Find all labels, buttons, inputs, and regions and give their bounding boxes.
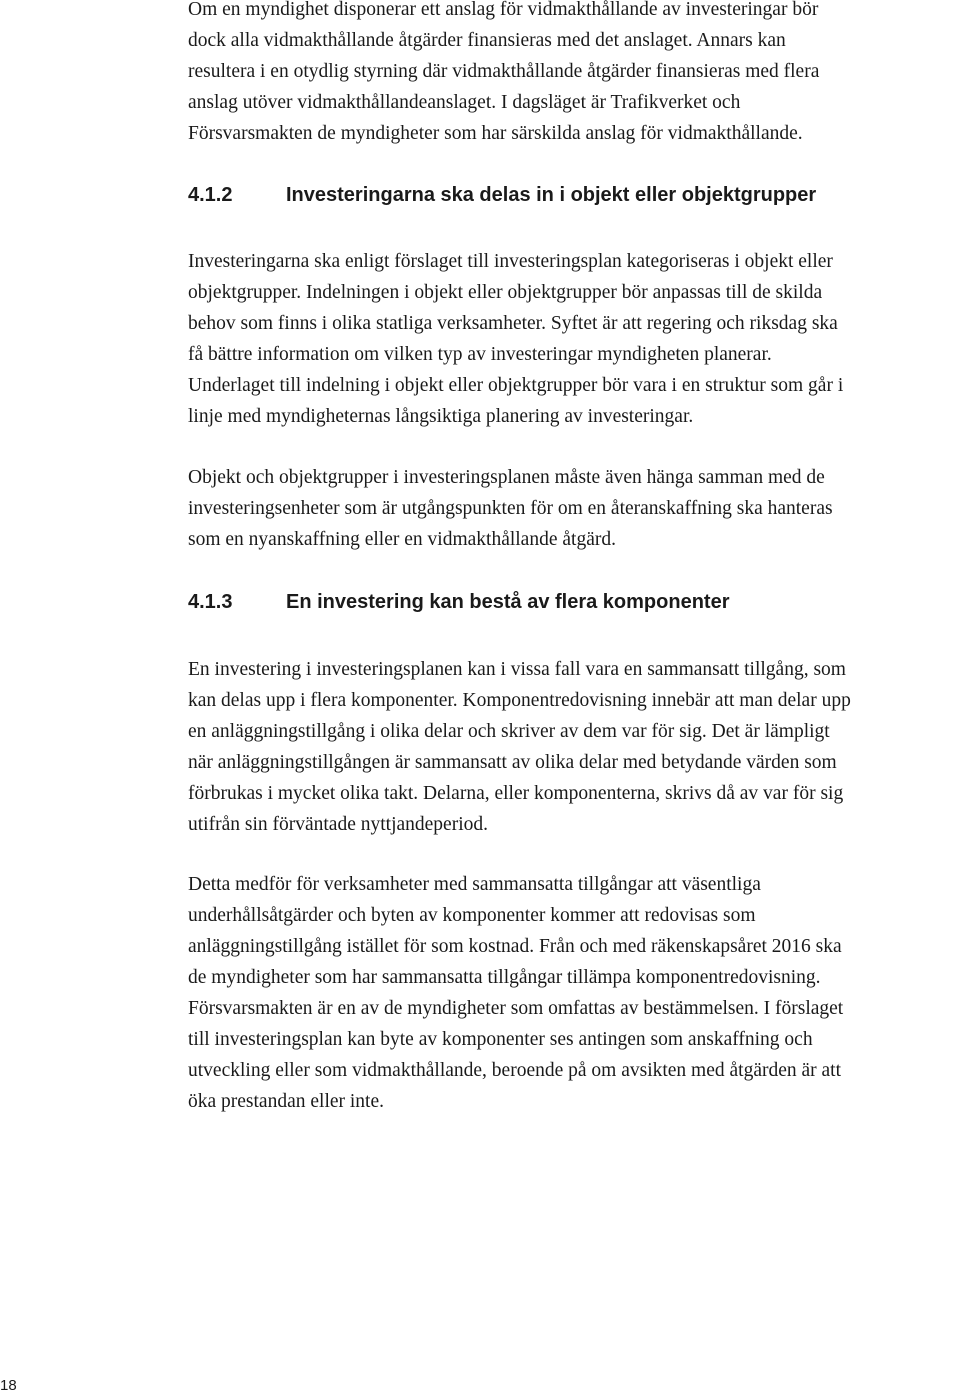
text-line: resultera i en otydlig styrning där vidmakthållande åtgärder finansieras med flera xyxy=(188,61,820,82)
text-line: dock alla vidmakthållande åtgärder finansieras med det anslaget. Annars kan xyxy=(188,30,786,51)
section-heading-4-1-2 xyxy=(188,181,816,209)
text-line: behov som finns i olika statliga verksamheter. Syftet är att regering och riksdag ska xyxy=(188,313,838,334)
text-line: Underlaget till indelning i objekt eller objektgrupper bör vara i en struktur som går i xyxy=(188,375,844,396)
paragraph-anslag xyxy=(188,0,819,149)
text-line: till investeringsplan kan byte av komponenter ses antingen som anskaffning och xyxy=(188,1029,813,1050)
text-line: underhållsåtgärder och byten av komponenter kommer att redovisas som xyxy=(188,905,756,926)
text-line: anslag utöver vidmakthållandeanslaget. I dagsläget är Trafikverket och xyxy=(188,92,741,113)
text-line: Försvarsmakten är en av de myndigheter som omfattas av bestämmelsen. I förslaget xyxy=(188,998,844,1019)
paragraph-objekt-indelning xyxy=(188,246,843,432)
text-line: som en nyanskaffning eller en vidmakthållande åtgärd. xyxy=(188,529,616,550)
text-line: anläggningstillgång istället för som kostnad. Från och med räkenskapsåret 2016 ska xyxy=(188,936,842,957)
text-line: Investeringarna ska enligt förslaget till investeringsplan kategoriseras i objekt eller xyxy=(188,251,833,272)
text-line: när anläggningstillgången är sammansatt av olika delar med betydande värden som xyxy=(188,752,837,773)
text-line: utveckling eller som vidmakthållande, beroende på om avsikten med åtgärden är att xyxy=(188,1060,842,1081)
section-title: En investering kan bestå av flera komponenter xyxy=(286,591,730,613)
text-line: öka prestandan eller inte. xyxy=(188,1091,384,1112)
section-heading-4-1-3 xyxy=(188,588,729,616)
page-number: 18 xyxy=(0,1377,17,1394)
text-line: kan delas upp i flera komponenter. Komponentredovisning innebär att man delar upp xyxy=(188,690,851,711)
section-number: 4.1.2 xyxy=(188,184,233,206)
text-line: Objekt och objektgrupper i investeringsplanen måste även hänga samman med de xyxy=(188,467,825,488)
text-line: Försvarsmakten de myndigheter som har särskilda anslag för vidmakthållande. xyxy=(188,123,803,144)
text-line: linje med myndigheternas långsiktiga planering av investeringar. xyxy=(188,406,694,427)
text-line: objektgrupper. Indelningen i objekt eller objektgrupper bör anpassas till de skilda xyxy=(188,282,823,303)
paragraph-komponentredovisning xyxy=(188,654,851,840)
text-line: investeringsenheter som är utgångspunkten för om en återanskaffning ska hanteras xyxy=(188,498,833,519)
text-line: förbrukas i mycket olika takt. Delarna, eller komponenterna, skrivs då av var för sig xyxy=(188,783,844,804)
section-number: 4.1.3 xyxy=(188,591,233,613)
paragraph-investeringsenheter xyxy=(188,462,833,555)
text-line: En investering i investeringsplanen kan i vissa fall vara en sammansatt tillgång, som xyxy=(188,659,846,680)
text-line: de myndigheter som har sammansatta tillgångar tillämpa komponentredovisning. xyxy=(188,967,821,988)
text-line: utifrån sin förväntade nyttjandeperiod. xyxy=(188,814,488,835)
paragraph-sammansatta-tillgangar xyxy=(188,869,843,1117)
text-line: Om en myndighet disponerar ett anslag för vidmakthållande av investeringar bör xyxy=(188,0,819,20)
text-line: få bättre information om vilken typ av investeringar myndigheten planerar. xyxy=(188,344,772,365)
text-line: Detta medför för verksamheter med sammansatta tillgångar att väsentliga xyxy=(188,874,761,895)
section-title: Investeringarna ska delas in i objekt eller objektgrupper xyxy=(286,184,817,206)
text-line: en anläggningstillgång i olika delar och skriver av dem var för sig. Det är lämpligt xyxy=(188,721,830,742)
